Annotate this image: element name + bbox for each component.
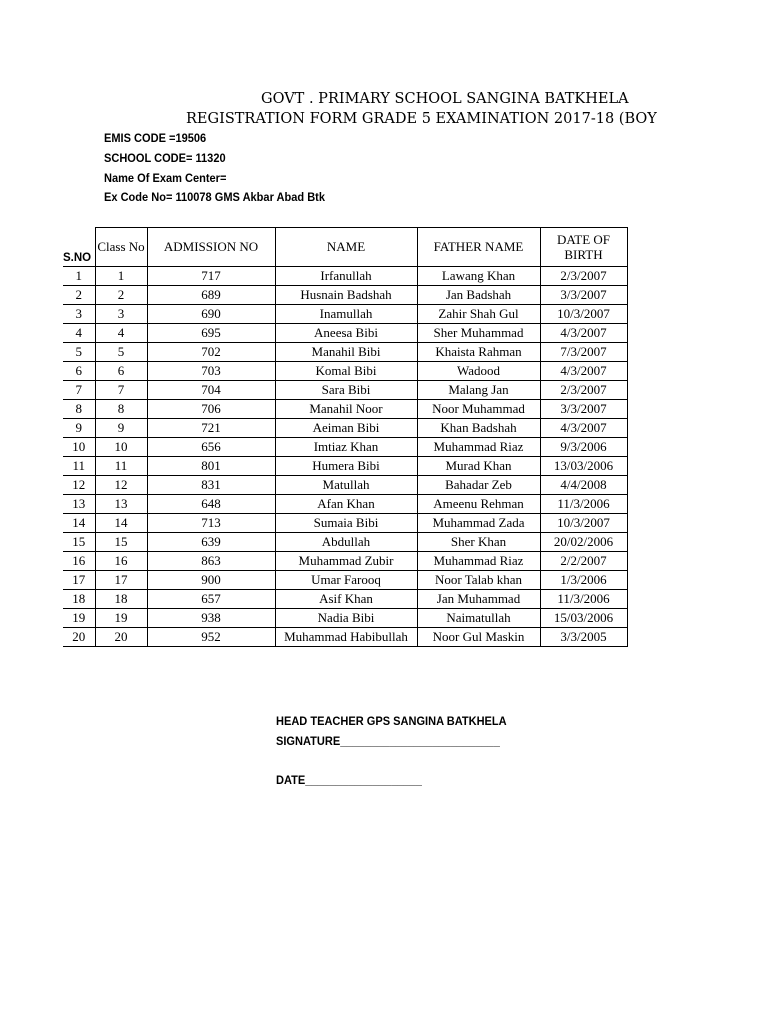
cell-sno: 11 xyxy=(63,456,95,475)
cell-name: Afan Khan xyxy=(275,494,417,513)
cell-date-of-birth: 2/3/2007 xyxy=(540,380,627,399)
cell-name: Sara Bibi xyxy=(275,380,417,399)
cell-admission-no: 938 xyxy=(147,608,275,627)
cell-class-no: 16 xyxy=(95,551,147,570)
cell-class-no: 1 xyxy=(95,266,147,285)
signature-line: SIGNATURE__________________________ xyxy=(276,734,500,748)
cell-class-no: 17 xyxy=(95,570,147,589)
cell-sno: 12 xyxy=(63,475,95,494)
table-row xyxy=(63,608,627,627)
school-title: GOVT . PRIMARY SCHOOL SANGINA BATKHELA xyxy=(261,91,629,107)
cell-name: Sumaia Bibi xyxy=(275,513,417,532)
cell-sno: 20 xyxy=(63,627,95,646)
cell-date-of-birth: 7/3/2007 xyxy=(540,342,627,361)
cell-father-name: Lawang Khan xyxy=(417,266,540,285)
cell-sno: 14 xyxy=(63,513,95,532)
cell-sno: 1 xyxy=(63,266,95,285)
cell-admission-no: 702 xyxy=(147,342,275,361)
cell-class-no: 10 xyxy=(95,437,147,456)
cell-date-of-birth: 4/3/2007 xyxy=(540,361,627,380)
col-header-class-no: Class No xyxy=(95,228,147,267)
cell-class-no: 13 xyxy=(95,494,147,513)
cell-father-name: Noor Muhammad xyxy=(417,399,540,418)
table-row xyxy=(63,589,627,608)
cell-father-name: Jan Muhammad xyxy=(417,589,540,608)
school-code: SCHOOL CODE= 11320 xyxy=(104,151,226,165)
table-row xyxy=(63,380,627,399)
cell-date-of-birth: 11/3/2006 xyxy=(540,589,627,608)
cell-father-name: Wadood xyxy=(417,361,540,380)
cell-admission-no: 717 xyxy=(147,266,275,285)
cell-class-no: 4 xyxy=(95,323,147,342)
table-row xyxy=(63,570,627,589)
cell-name: Inamullah xyxy=(275,304,417,323)
cell-father-name: Khaista Rahman xyxy=(417,342,540,361)
cell-name: Muhammad Habibullah xyxy=(275,627,417,646)
table-row xyxy=(63,532,627,551)
cell-sno: 9 xyxy=(63,418,95,437)
cell-admission-no: 648 xyxy=(147,494,275,513)
cell-admission-no: 690 xyxy=(147,304,275,323)
cell-date-of-birth: 3/3/2007 xyxy=(540,399,627,418)
table-row xyxy=(63,399,627,418)
cell-sno: 13 xyxy=(63,494,95,513)
cell-father-name: Muhammad Riaz xyxy=(417,551,540,570)
cell-date-of-birth: 3/3/2007 xyxy=(540,285,627,304)
cell-name: Husnain Badshah xyxy=(275,285,417,304)
table-row xyxy=(63,494,627,513)
cell-name: Abdullah xyxy=(275,532,417,551)
table-row xyxy=(63,513,627,532)
cell-date-of-birth: 4/4/2008 xyxy=(540,475,627,494)
cell-name: Imtiaz Khan xyxy=(275,437,417,456)
cell-admission-no: 952 xyxy=(147,627,275,646)
table-row xyxy=(63,437,627,456)
cell-class-no: 5 xyxy=(95,342,147,361)
cell-date-of-birth: 11/3/2006 xyxy=(540,494,627,513)
cell-name: Aneesa Bibi xyxy=(275,323,417,342)
cell-sno: 18 xyxy=(63,589,95,608)
cell-name: Asif Khan xyxy=(275,589,417,608)
cell-class-no: 19 xyxy=(95,608,147,627)
head-teacher-label: HEAD TEACHER GPS SANGINA BATKHELA xyxy=(276,714,507,728)
col-header-father-name: FATHER NAME xyxy=(417,228,540,267)
cell-sno: 16 xyxy=(63,551,95,570)
cell-sno: 7 xyxy=(63,380,95,399)
col-header-sno: S.NO xyxy=(63,228,95,267)
table-row xyxy=(63,323,627,342)
cell-admission-no: 656 xyxy=(147,437,275,456)
cell-father-name: Muhammad Zada xyxy=(417,513,540,532)
cell-father-name: Jan Badshah xyxy=(417,285,540,304)
cell-class-no: 15 xyxy=(95,532,147,551)
cell-admission-no: 704 xyxy=(147,380,275,399)
cell-date-of-birth: 13/03/2006 xyxy=(540,456,627,475)
table-header-row xyxy=(63,228,627,267)
table-row xyxy=(63,342,627,361)
cell-admission-no: 689 xyxy=(147,285,275,304)
registration-table xyxy=(63,227,628,647)
cell-admission-no: 703 xyxy=(147,361,275,380)
cell-admission-no: 706 xyxy=(147,399,275,418)
cell-sno: 15 xyxy=(63,532,95,551)
table-body xyxy=(63,266,627,646)
cell-father-name: Bahadar Zeb xyxy=(417,475,540,494)
cell-sno: 10 xyxy=(63,437,95,456)
form-title: REGISTRATION FORM GRADE 5 EXAMINATION 2017-18 (BOY xyxy=(186,111,657,127)
table-row xyxy=(63,627,627,646)
cell-admission-no: 721 xyxy=(147,418,275,437)
cell-father-name: Zahir Shah Gul xyxy=(417,304,540,323)
cell-admission-no: 713 xyxy=(147,513,275,532)
col-header-name: NAME xyxy=(275,228,417,267)
table-row xyxy=(63,418,627,437)
emis-code: EMIS CODE =19506 xyxy=(104,131,207,145)
cell-name: Manahil Noor xyxy=(275,399,417,418)
cell-date-of-birth: 9/3/2006 xyxy=(540,437,627,456)
cell-class-no: 8 xyxy=(95,399,147,418)
cell-name: Muhammad Zubir xyxy=(275,551,417,570)
cell-father-name: Ameenu Rehman xyxy=(417,494,540,513)
cell-father-name: Noor Talab khan xyxy=(417,570,540,589)
cell-name: Umar Farooq xyxy=(275,570,417,589)
cell-sno: 4 xyxy=(63,323,95,342)
table-row xyxy=(63,266,627,285)
table-row xyxy=(63,361,627,380)
cell-date-of-birth: 4/3/2007 xyxy=(540,323,627,342)
cell-father-name: Murad Khan xyxy=(417,456,540,475)
cell-sno: 17 xyxy=(63,570,95,589)
cell-class-no: 18 xyxy=(95,589,147,608)
col-header-admission-no: ADMISSION NO xyxy=(147,228,275,267)
cell-name: Irfanullah xyxy=(275,266,417,285)
cell-father-name: Muhammad Riaz xyxy=(417,437,540,456)
cell-class-no: 9 xyxy=(95,418,147,437)
cell-name: Humera Bibi xyxy=(275,456,417,475)
cell-class-no: 3 xyxy=(95,304,147,323)
cell-sno: 5 xyxy=(63,342,95,361)
cell-sno: 6 xyxy=(63,361,95,380)
cell-date-of-birth: 2/3/2007 xyxy=(540,266,627,285)
cell-name: Nadia Bibi xyxy=(275,608,417,627)
cell-class-no: 2 xyxy=(95,285,147,304)
cell-class-no: 6 xyxy=(95,361,147,380)
exam-center: Name Of Exam Center= xyxy=(104,171,227,185)
cell-name: Manahil Bibi xyxy=(275,342,417,361)
table-row xyxy=(63,475,627,494)
cell-class-no: 14 xyxy=(95,513,147,532)
cell-date-of-birth: 20/02/2006 xyxy=(540,532,627,551)
cell-class-no: 12 xyxy=(95,475,147,494)
cell-name: Aeiman Bibi xyxy=(275,418,417,437)
cell-sno: 8 xyxy=(63,399,95,418)
cell-sno: 19 xyxy=(63,608,95,627)
cell-class-no: 20 xyxy=(95,627,147,646)
cell-date-of-birth: 10/3/2007 xyxy=(540,304,627,323)
table-row xyxy=(63,456,627,475)
cell-name: Matullah xyxy=(275,475,417,494)
cell-class-no: 11 xyxy=(95,456,147,475)
table-row xyxy=(63,285,627,304)
cell-name: Komal Bibi xyxy=(275,361,417,380)
cell-father-name: Malang Jan xyxy=(417,380,540,399)
cell-date-of-birth: 1/3/2006 xyxy=(540,570,627,589)
cell-admission-no: 801 xyxy=(147,456,275,475)
cell-father-name: Naimatullah xyxy=(417,608,540,627)
cell-father-name: Noor Gul Maskin xyxy=(417,627,540,646)
cell-father-name: Sher Muhammad xyxy=(417,323,540,342)
cell-admission-no: 831 xyxy=(147,475,275,494)
cell-father-name: Sher Khan xyxy=(417,532,540,551)
exam-code: Ex Code No= 110078 GMS Akbar Abad Btk xyxy=(104,190,325,204)
cell-sno: 2 xyxy=(63,285,95,304)
cell-date-of-birth: 4/3/2007 xyxy=(540,418,627,437)
cell-admission-no: 900 xyxy=(147,570,275,589)
cell-sno: 3 xyxy=(63,304,95,323)
date-line: DATE___________________ xyxy=(276,773,422,787)
cell-father-name: Khan Badshah xyxy=(417,418,540,437)
table-row xyxy=(63,304,627,323)
cell-admission-no: 639 xyxy=(147,532,275,551)
col-header-date-of-birth: DATE OF BIRTH xyxy=(540,228,627,267)
cell-admission-no: 863 xyxy=(147,551,275,570)
cell-class-no: 7 xyxy=(95,380,147,399)
cell-date-of-birth: 3/3/2005 xyxy=(540,627,627,646)
cell-admission-no: 695 xyxy=(147,323,275,342)
cell-date-of-birth: 2/2/2007 xyxy=(540,551,627,570)
table-row xyxy=(63,551,627,570)
cell-date-of-birth: 10/3/2007 xyxy=(540,513,627,532)
cell-admission-no: 657 xyxy=(147,589,275,608)
cell-date-of-birth: 15/03/2006 xyxy=(540,608,627,627)
